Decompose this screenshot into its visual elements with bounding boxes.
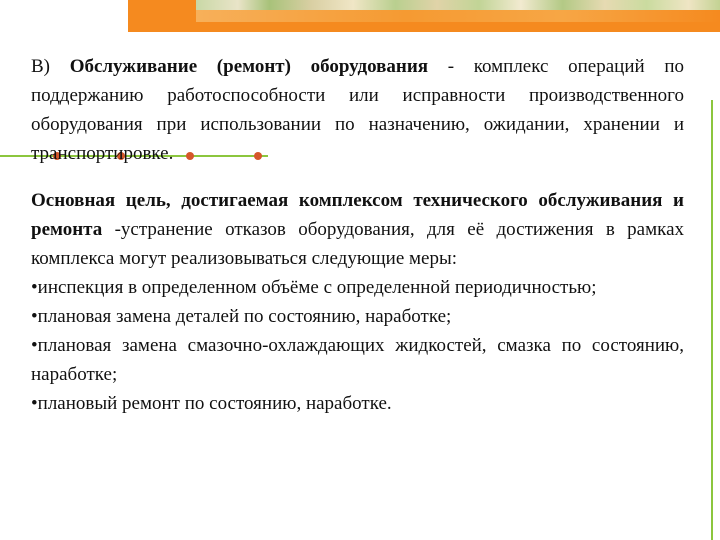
measure-item: •плановый ремонт по состоянию, наработке.	[31, 393, 392, 414]
definition-paragraph	[31, 52, 684, 168]
definition-text: - комплекс операций по поддержанию работоспособности или исправности производственного оборудования при использовании по назначению, ожидании, хранении и транспортировке.	[31, 56, 684, 164]
slide-body	[31, 52, 684, 418]
goal-lead: Основная цель, достигаемая комплексом технического обслуживания и ремонта	[31, 190, 684, 240]
definition-prefix: В)	[31, 56, 50, 77]
goal-paragraph	[31, 186, 684, 273]
measure-item: •плановая замена смазочно-охлаждающих жидкостей, смазка по состоянию, наработке;	[31, 335, 684, 385]
banner-photo-shade	[196, 10, 720, 22]
measure-item: •инспекция в определенном объёме с определенной периодичностью;	[31, 277, 597, 298]
measure-item: •плановая замена деталей по состоянию, наработке;	[31, 306, 452, 327]
right-guide-line	[711, 100, 713, 540]
goal-text: -устранение отказов оборудования, для её достижения в рамках комплекса могут реализовываться следующие меры:	[31, 219, 684, 269]
banner-photo-strip	[196, 0, 720, 10]
definition-term: Обслуживание (ремонт) оборудования	[69, 56, 429, 77]
